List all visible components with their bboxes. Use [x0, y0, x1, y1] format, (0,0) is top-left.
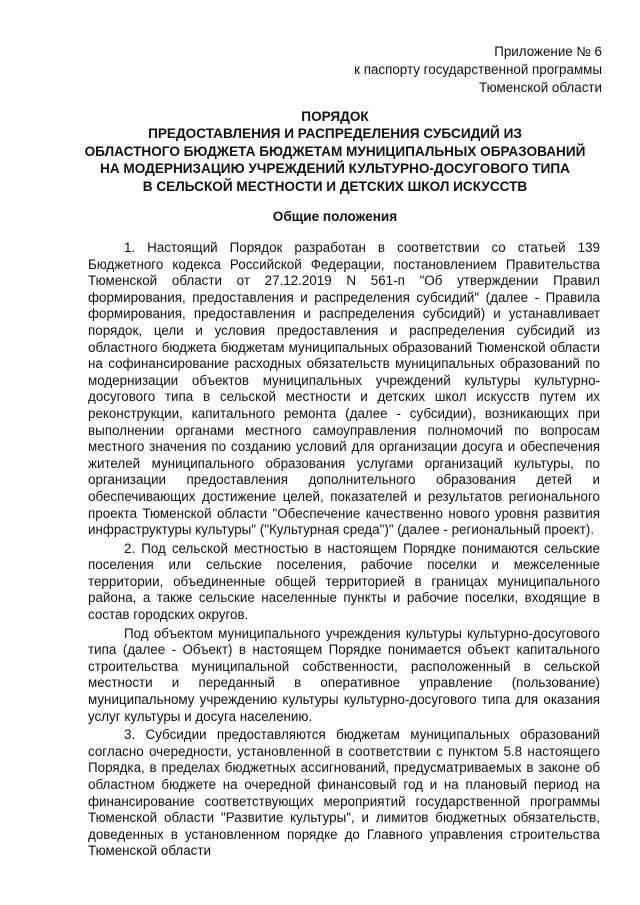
- paragraph: 1. Настоящий Порядок разработан в соответствии со статьей 139 Бюджетного кодекса Российской Федерации, постановлением Правительства Тюменской области от 27.12.2019 N 561-п "Об утверждении Правил формирования, предоставления и распределения субсидий" (далее - Правила формирования, предоставления и распределения субсидий) и устанавливает порядок, цели и условия предоставления и распределения субсидий из областного бюджета бюджетам муниципальных образований Тюменской области на софинансирование расходных обязательств муниципальных образований по модернизации объектов муниципальных учреждений культуры культурно-досугового типа в сельской местности и детских школ искусств путем их реконструкции, капитального ремонта (далее - субсидии), возникающих при выполнении органами местного самоуправления полномочий по вопросам местного значения по созданию условий для организации досуга и обеспечения жителей муниципального образования услугами организаций культуры, по организации предоставления дополнительного образования детей и обеспечивающих достижение целей, показателей и результатов регионального проекта Тюменской области "Обеспечение качественно нового уровня развития инфраструктуры культуры" ("Культурная среда")" (далее - региональный проект).: [88, 240, 600, 538]
- paragraph: Под объектом муниципального учреждения культуры культурно-досугового типа (далее - Объект) в настоящем Порядке понимается объект капитального строительства муниципальной собственности, расположенный в сельской местности и переданный в оперативное управление (пользование) муниципальному учреждению культуры культурно-досугового типа для оказания услуг культуры и досуга населению.: [88, 625, 600, 724]
- document-title: [60, 108, 610, 195]
- appendix-line: Тюменской области: [479, 80, 602, 95]
- title-line: В СЕЛЬСКОЙ МЕСТНОСТИ И ДЕТСКИХ ШКОЛ ИСКУССТВ: [142, 178, 528, 194]
- title-line: НА МОДЕРНИЗАЦИЮ УЧРЕЖДЕНИЙ КУЛЬТУРНО-ДОСУГОВОГО ТИПА: [100, 161, 570, 177]
- document-body: [88, 240, 600, 860]
- title-line: ОБЛАСТНОГО БЮДЖЕТА БЮДЖЕТАМ МУНИЦИПАЛЬНЫХ ОБРАЗОВАНИЙ: [84, 143, 586, 159]
- section-heading: Общие положения: [272, 209, 398, 224]
- paragraph: 3. Субсидии предоставляются бюджетам муниципальных образований согласно очередности, установленной в соответствии с пунктом 5.8 настоящего Порядка, в пределах бюджетных ассигнований, предусматриваемых в законе об областном бюджете на очередной финансовый год и на плановый период на финансирование соответствующих мероприятий государственной программы Тюменской области "Развитие культуры", и лимитов бюджетных обязательств, доведенных в установленном порядке до Главного управления строительства Тюменской области: [88, 727, 600, 859]
- appendix-line: к паспорту государственной программы: [354, 62, 602, 77]
- appendix-note: [302, 43, 602, 97]
- appendix-line: Приложение № 6: [494, 44, 602, 59]
- title-line: ПОРЯДОК: [301, 109, 369, 124]
- title-line: ПРЕДОСТАВЛЕНИЯ И РАСПРЕДЕЛЕНИЯ СУБСИДИЙ ИЗ: [148, 126, 522, 142]
- paragraph: 2. Под сельской местностью в настоящем Порядке понимаются сельские поселения или сельские поселения, рабочие поселки и межселенные территории, объединенные общей территорией в границах муниципального района, а также сельские населенные пункты и рабочие поселки, входящие в состав городских округов.: [88, 540, 600, 623]
